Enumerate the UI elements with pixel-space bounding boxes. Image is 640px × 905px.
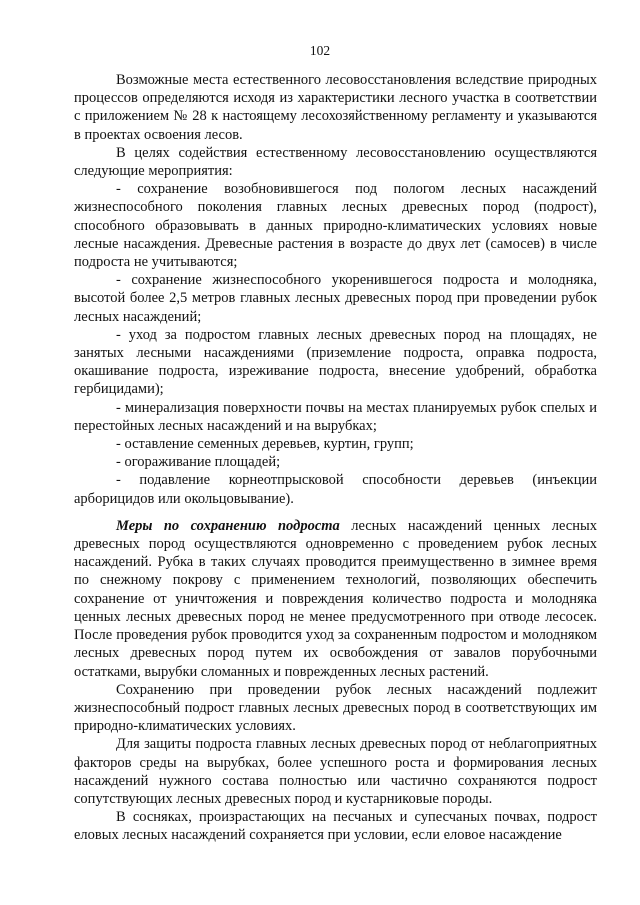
list-item-soil-mineralization: - минерализация поверхности почвы на местах планируемых рубок спелых и перестойных лесных насаждений и на вырубках;	[74, 399, 597, 434]
paragraph-undergrowth-measures	[74, 517, 597, 681]
paragraph-measures-intro: В целях содействия естественному лесовосстановлению осуществляются следующие мероприятия:	[74, 144, 597, 180]
paragraph-preservation-subject: Сохранению при проведении рубок лесных насаждений подлежит жизнеспособный подрост главных лесных древесных пород в соответствующих им природно-климатических условиях.	[74, 681, 597, 735]
paragraph-natural-regeneration-places: Возможные места естественного лесовосстановления вследствие природных процессов определяются исходя из характеристики лесного участка в соответствии с приложением № 28 к настоящему лесохозяйственному регламенту и указываются в проектах освоения лесов.	[74, 72, 597, 143]
document-body	[74, 71, 597, 845]
list-item-undergrowth-care: - уход за подростом главных лесных древесных пород на площадях, не занятых лесными насаждениями (приземление подроста, оправка подроста, окашивание подроста, изреживание подроста, внесение удобрений, обработка гербицидами);	[74, 326, 597, 398]
page-number: 102	[309, 43, 331, 58]
paragraph-lead-emphasis: Меры по сохранению подроста	[116, 517, 340, 534]
list-item-fencing: - огораживание площадей;	[116, 454, 281, 471]
paragraph-lead-rest: лесных насаждений ценных лесных древесных пород осуществляются одновременно с проведением рубок лесных насаждений. Рубка в таких случаях проводится преимущественно в зимнее время по снежному покрову с применением технологий, позволяющих обеспечить сохранение от уничтожения и повреждения количество подроста и молодняка ценных лесных древесных пород не менее предусмотренного при отводе лесосек. После проведения рубок проводится уход за сохраненным подростом и молодняком лесных древесных пород путем их освобождения от завалов порубочными остатками, вырубки сломанных и поврежденных лесных растений.	[74, 517, 597, 680]
list-item-seed-trees: - оставление семенных деревьев, куртин, групп;	[116, 436, 414, 453]
list-item-root-suppression: - подавление корнеотпрысковой способности деревьев (инъекции арборицидов или окольцовывание).	[74, 472, 597, 507]
paragraph-protection: Для защиты подроста главных лесных древесных пород от неблагоприятных факторов среды на вырубках, более успешного роста и формирования лесных насаждений нужного состава полностью или частично сохраняются подрост сопутствующих лесных древесных пород и кустарниковые породы.	[74, 736, 597, 807]
list-item-preserve-young-growth: - сохранение жизнеспособного укоренившегося подроста и молодняка, высотой более 2,5 метров главных лесных древесных пород при проведении рубок лесных насаждений;	[74, 272, 597, 325]
list-item-preserve-undergrowth: - сохранение возобновившегося под пологом лесных насаждений жизнеспособного поколения главных лесных древесных пород (подрост), способного образовывать в данных природно-климатических условиях новые лесные насаждения. Древесные растения в возрасте до двух лет (самосев) в числе подроста не учитываются;	[74, 181, 597, 271]
paragraph-pine-stands: В сосняках, произрастающих на песчаных и супесчаных почвах, подрост еловых лесных насаждений сохраняется при условии, если еловое насаждение	[74, 809, 597, 844]
